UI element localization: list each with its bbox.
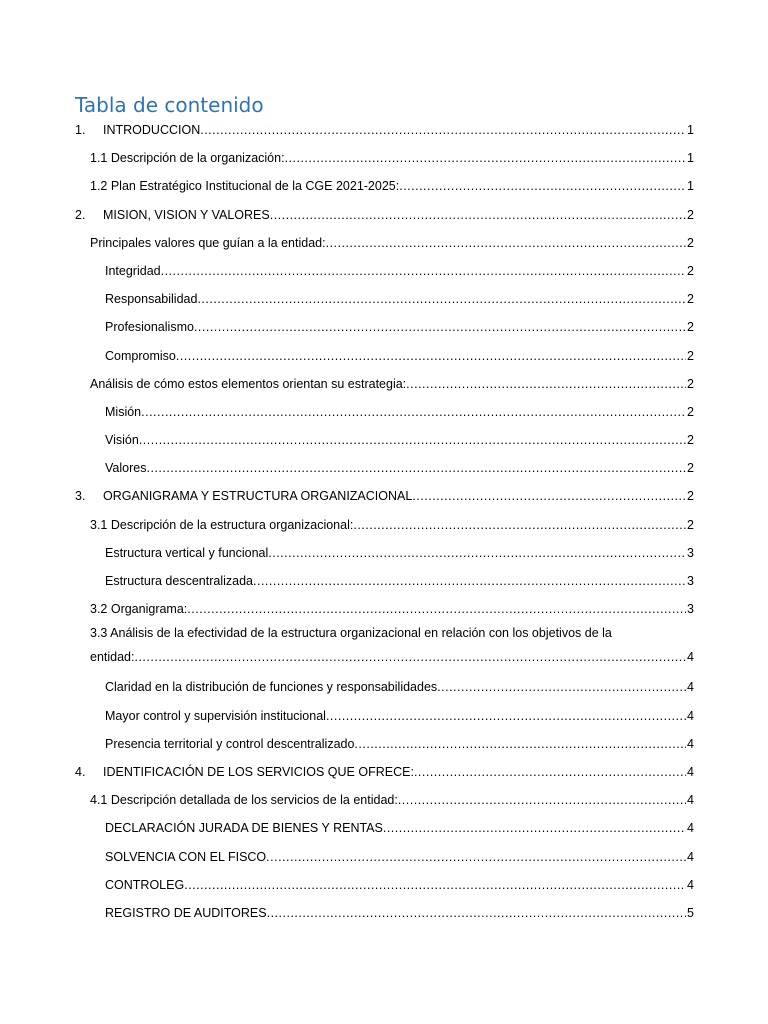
toc-entry-estructura-vertical[interactable] (75, 534, 694, 562)
dot-leader (266, 848, 686, 866)
toc-entry-page: 2 (687, 207, 694, 222)
toc-entry-estructura-descentralizada[interactable] (75, 562, 694, 590)
toc-list (75, 121, 694, 922)
toc-entry-profesionalismo[interactable] (75, 308, 694, 336)
toc-entry-compromiso[interactable] (75, 336, 694, 364)
toc-entry-text: Estructura descentralizada (105, 574, 253, 588)
toc-entry-4-1[interactable] (75, 781, 694, 809)
dot-leader (406, 375, 686, 393)
dot-leader (268, 544, 686, 562)
toc-entry-claridad[interactable] (75, 668, 694, 696)
toc-entry-page: 2 (687, 517, 694, 532)
toc-entry-mayor-control[interactable] (75, 696, 694, 724)
dot-leader (141, 403, 686, 421)
dot-leader (187, 600, 686, 618)
toc-entry-1[interactable] (75, 121, 694, 139)
toc-entry-page: 4 (687, 764, 694, 779)
toc-entry-page: 4 (687, 793, 694, 808)
toc-entry-2[interactable] (75, 195, 694, 223)
toc-entry-3-1[interactable] (75, 505, 694, 533)
document-page (75, 92, 694, 922)
dot-leader (184, 876, 686, 894)
toc-entry-text: 3.3 Análisis de la efectividad de la estructura organizacional en relación con los objetivos de la (90, 626, 612, 641)
toc-entry-1-2[interactable] (75, 167, 694, 195)
toc-entry-page: 2 (687, 292, 694, 307)
toc-entry-declaracion-jurada[interactable] (75, 809, 694, 837)
toc-entry-text: ORGANIGRAMA Y ESTRUCTURA ORGANIZACIONAL (103, 489, 413, 504)
toc-entry-page: 3 (687, 574, 694, 588)
toc-entry-text: DECLARACIÓN JURADA DE BIENES Y RENTAS (105, 821, 383, 836)
toc-entry-vision[interactable] (75, 421, 694, 449)
toc-entry-text: IDENTIFICACIÓN DE LOS SERVICIOS QUE OFRECE: (103, 764, 414, 779)
toc-entry-integridad[interactable] (75, 252, 694, 280)
toc-entry-text: MISION, VISION Y VALORES (103, 207, 270, 222)
toc-entry-text: 3.1 Descripción de la estructura organizacional: (90, 517, 354, 532)
toc-entry-text: Compromiso (105, 348, 176, 363)
toc-entry-1-1[interactable] (75, 139, 694, 167)
toc-entry-responsabilidad[interactable] (75, 280, 694, 308)
toc-entry-page: 1 (687, 151, 694, 166)
toc-entry-page: 3 (687, 545, 694, 560)
toc-entry-valores-principales[interactable] (75, 224, 694, 252)
toc-entry-page: 4 (687, 708, 694, 723)
toc-entry-registro-auditores[interactable] (75, 894, 694, 922)
toc-entry-text-continued: entidad: (90, 650, 135, 665)
toc-entry-number: 4. (75, 764, 86, 779)
toc-entry-text: 1.2 Plan Estratégico Institucional de la CGE 2021-2025: (90, 179, 400, 194)
toc-entry-text: Integridad (105, 263, 161, 278)
dot-leader (354, 735, 686, 753)
dot-leader (326, 234, 686, 252)
toc-entry-text: Análisis de cómo estos elementos orientan su estrategia: (90, 376, 407, 391)
toc-entry-text: 3.2 Organigrama: (90, 602, 188, 617)
toc-entry-text: Visión (105, 433, 139, 448)
toc-entry-mision[interactable] (75, 393, 694, 421)
toc-entry-number: 1. (75, 123, 86, 137)
toc-entry-page: 2 (687, 348, 694, 363)
toc-entry-text: Claridad en la distribución de funciones y responsabilidades (105, 680, 438, 695)
dot-leader (383, 819, 686, 837)
toc-entry-text: SOLVENCIA CON EL FISCO (105, 849, 267, 864)
toc-entry-page: 5 (687, 905, 694, 920)
toc-entry-page: 4 (687, 736, 694, 751)
toc-entry-page: 4 (687, 821, 694, 836)
toc-entry-text: REGISTRO DE AUDITORES (105, 905, 267, 920)
dot-leader (285, 149, 686, 167)
toc-entry-page: 2 (687, 263, 694, 278)
dot-leader (197, 290, 686, 308)
dot-leader (267, 904, 686, 922)
dot-leader (398, 791, 686, 809)
toc-entry-page: 4 (687, 680, 694, 695)
toc-entry-text: Misión (105, 404, 142, 419)
toc-entry-text: Estructura vertical y funcional (105, 545, 269, 560)
dot-leader (437, 678, 686, 696)
toc-entry-text: Presencia territorial y control descentralizado (105, 736, 355, 751)
dot-leader (194, 318, 686, 336)
toc-entry-page: 2 (687, 320, 694, 335)
toc-entry-3[interactable] (75, 477, 694, 505)
toc-entry-controleg[interactable] (75, 866, 694, 894)
dot-leader (326, 707, 686, 725)
toc-entry-text: 1.1 Descripción de la organización: (90, 151, 285, 166)
toc-entry-page: 4 (687, 877, 694, 892)
toc-entry-page: 1 (687, 123, 694, 137)
toc-entry-page: 3 (687, 602, 694, 617)
toc-entry-page: 4 (687, 650, 694, 665)
toc-entry-page: 2 (687, 433, 694, 448)
toc-entry-3-3[interactable] (75, 618, 694, 668)
toc-entry-page: 2 (687, 235, 694, 250)
dot-leader (161, 262, 686, 280)
toc-entry-text: 4.1 Descripción detallada de los servicios de la entidad: (90, 793, 398, 808)
toc-entry-page: 1 (687, 179, 694, 194)
toc-entry-text: INTRODUCCION (103, 123, 201, 137)
toc-entry-text: Profesionalismo (105, 320, 194, 335)
toc-entry-text: Responsabilidad (105, 292, 198, 307)
toc-entry-valores[interactable] (75, 449, 694, 477)
dot-leader (200, 121, 686, 139)
toc-entry-page: 2 (687, 489, 694, 504)
toc-entry-number: 2. (75, 207, 86, 222)
dot-leader (412, 487, 686, 505)
toc-entry-text: Valores (105, 461, 147, 476)
toc-entry-number: 3. (75, 489, 86, 504)
toc-entry-analisis-estrategia[interactable] (75, 365, 694, 393)
dot-leader (270, 206, 686, 224)
toc-entry-continuation (90, 646, 694, 666)
dot-leader (146, 459, 686, 477)
toc-entry-solvencia[interactable] (75, 837, 694, 865)
toc-entry-4[interactable] (75, 753, 694, 781)
dot-leader (139, 431, 686, 449)
toc-entry-page: 2 (687, 404, 694, 419)
toc-entry-3-2[interactable] (75, 590, 694, 618)
toc-entry-presencia-territorial[interactable] (75, 725, 694, 753)
dot-leader (176, 347, 686, 365)
toc-entry-text: Mayor control y supervisión institucional (105, 708, 326, 723)
toc-entry-page: 2 (687, 461, 694, 476)
dot-leader (399, 177, 686, 195)
toc-entry-page: 4 (687, 849, 694, 864)
dot-leader (414, 763, 686, 781)
toc-entry-text: CONTROLEG (105, 877, 185, 892)
toc-entry-text: Principales valores que guían a la entidad: (90, 235, 326, 250)
dot-leader (134, 648, 686, 666)
toc-title: Tabla de contenido (75, 93, 264, 117)
dot-leader (353, 516, 686, 534)
toc-entry-page: 2 (687, 376, 694, 391)
dot-leader (253, 572, 686, 590)
